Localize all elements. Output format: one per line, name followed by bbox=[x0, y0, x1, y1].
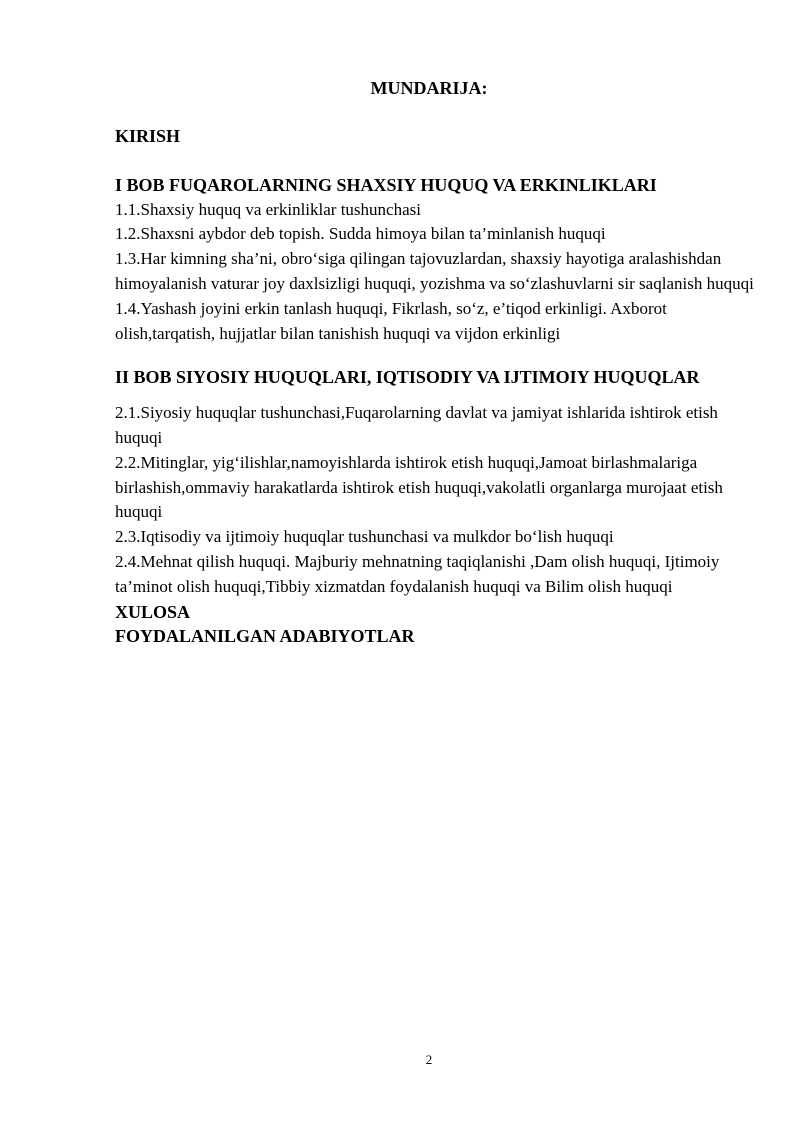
toc-item-1-3: 1.3.Har kimning sha’ni, obro‘siga qilingan tajovuzlardan, shaxsiy hayotiga aralashishdan himoyalanish vaturar joy daxlsizligi huquqi, yozishma va so‘zlashuvlarni sir saqlanish huquqi bbox=[115, 249, 754, 293]
spacer bbox=[115, 149, 755, 173]
toc-item-1-2: 1.2.Shaxsni aybdor deb topish. Sudda himoya bilan ta’minlanish huquqi bbox=[115, 224, 606, 244]
references-heading: FOYDALANILGAN ADABIYOTLAR bbox=[115, 626, 415, 647]
page-number: 2 bbox=[425, 1052, 433, 1067]
toc-item-2-1: 2.1.Siyosiy huquqlar tushunchasi,Fuqarolarning davlat va jamiyat ishlarida ishtirok etish huquqi bbox=[115, 403, 718, 447]
toc-item-1-1: 1.1.Shaxsiy huquq va erkinliklar tushunchasi bbox=[115, 199, 421, 219]
intro-heading: KIRISH bbox=[115, 126, 181, 146]
spacer bbox=[115, 390, 755, 401]
chapter2-heading: II BOB SIYOSIY HUQUQLARI, IQTISODIY VA IJTIMOIY HUQUQLAR bbox=[115, 367, 700, 388]
toc-item-2-4: 2.4.Mehnat qilish huquqi. Majburiy mehnatning taqiqlanishi ,Dam olish huquqi, Ijtimoiy ta’minot olish huquqi,Tibbiy xizmatdan foydalanish huquqi va Bilim olish huquqi bbox=[115, 551, 720, 596]
toc-item-2-2: 2.2.Mitinglar, yig‘ilishlar,namoyishlarda ishtirok etish huquqi,Jamoat birlashmalariga birlashish,ommaviy harakatlarda ishtirok etish huquqi,vakolatli organlarga murojaat etish huquqi bbox=[115, 452, 723, 522]
toc-item-2-3: 2.3.Iqtisodiy va ijtimoiy huquqlar tushunchasi va mulkdor bo‘lish huquqi bbox=[115, 527, 614, 547]
toc-item-1-4: 1.4.Yashash joyini erkin tanlash huquqi, Fikrlash, so‘z, e’tiqod erkinligi. Axborot olish,tarqatish, hujjatlar bilan tanishish huquqi va vijdon erkinligi bbox=[115, 298, 667, 343]
chapter1-heading: I BOB FUQAROLARNING SHAXSIY HUQUQ VA ERKINLIKLARI bbox=[115, 174, 657, 195]
conclusion-heading: XULOSA bbox=[115, 601, 191, 622]
page-title: MUNDARIJA: bbox=[370, 78, 488, 98]
table-of-contents bbox=[115, 124, 755, 649]
spacer bbox=[115, 346, 755, 365]
